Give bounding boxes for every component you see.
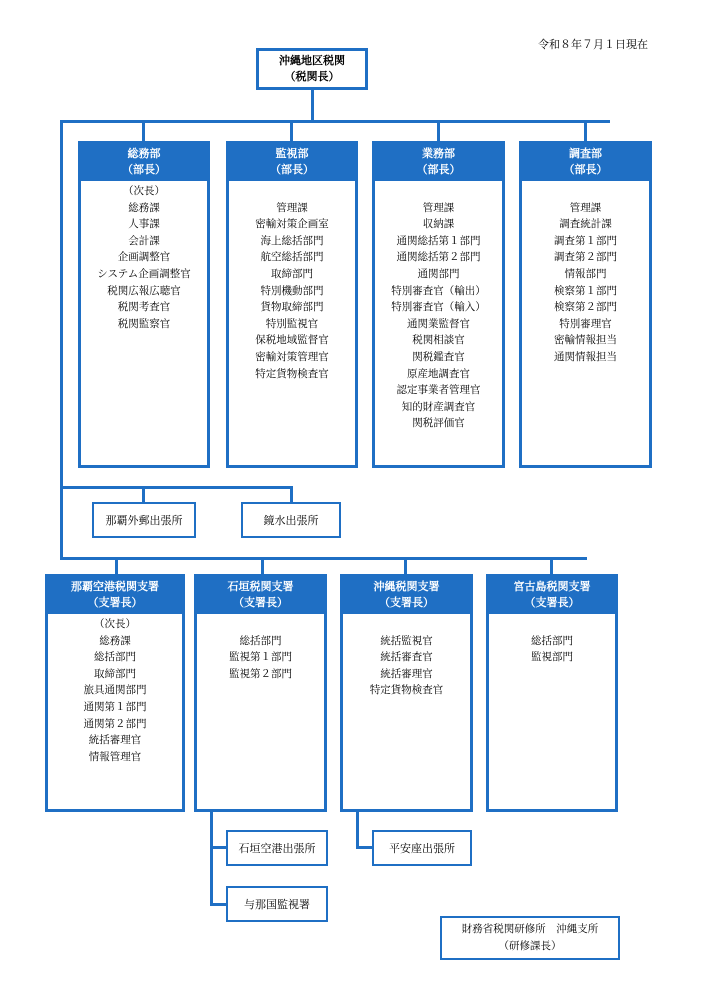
branch-head: （支署長） [379, 596, 434, 609]
list-item: 通関部門 [417, 267, 460, 280]
list-item: 情報部門 [564, 267, 607, 280]
list-item: 認定事業者管理官 [396, 384, 481, 397]
connector-ishigaki-sub2 [210, 903, 226, 906]
connector-main-vertical [60, 120, 63, 560]
list-item: 総括部門 [531, 634, 573, 647]
branch-naha-airport [45, 574, 185, 812]
training-name: 財務省税関研修所 沖縄支所 [461, 923, 599, 935]
list-item: （次長） [94, 618, 136, 630]
list-item: 総括部門 [94, 651, 136, 664]
list-item: 管理課 [422, 201, 455, 214]
list-item: 情報管理官 [88, 750, 142, 763]
list-item: 検察第２部門 [554, 301, 617, 314]
department-operations [372, 141, 505, 468]
office-name: 那覇外郵出張所 [105, 514, 183, 527]
connector-dept1 [142, 120, 145, 142]
list-item: 総括部門 [239, 634, 282, 647]
list-item: 密輸対策企画室 [255, 218, 329, 231]
branch-header [489, 577, 615, 614]
list-item [343, 616, 470, 633]
department-header [229, 144, 355, 181]
connector-branch3 [404, 557, 407, 575]
list-item: 総務課 [99, 634, 131, 647]
department-head: （部長） [122, 163, 166, 176]
list-item [375, 183, 502, 200]
connector-office2 [290, 486, 293, 502]
list-item: 通関情報担当 [554, 350, 617, 363]
branch-header [48, 577, 182, 614]
list-item: 調査統計課 [559, 218, 612, 231]
department-header [522, 144, 649, 181]
list-item: 特別審査官（輸出） [391, 284, 486, 297]
list-item: 関税評価官 [412, 417, 465, 430]
department-name: 業務部 [422, 147, 455, 160]
connector-branch2 [261, 557, 264, 575]
branch-name: 沖縄税関支署 [373, 580, 440, 593]
department-header [81, 144, 207, 181]
connector-okinawa-sub1 [356, 846, 372, 849]
list-item: 保税地域監督官 [255, 334, 329, 347]
department-head: （部長） [270, 163, 314, 176]
list-item: 旅具通関部門 [83, 684, 147, 697]
list-item: 統括審理官 [88, 734, 142, 747]
list-item: 特定貨物検査官 [369, 684, 444, 697]
list-item: 会計課 [128, 234, 160, 247]
connector-office-bus [60, 486, 293, 489]
list-item: 税関考査官 [117, 301, 171, 314]
list-item [229, 183, 355, 200]
connector-dept4 [584, 120, 587, 142]
office-name: 石垣空港出張所 [238, 842, 316, 855]
department-surveillance [226, 141, 358, 468]
list-item: 密輸情報担当 [554, 334, 617, 347]
connector-branch-bus [60, 557, 587, 560]
list-item: （次長） [123, 185, 165, 197]
list-item: システム企画調整官 [97, 267, 191, 280]
connector-dept2 [290, 120, 293, 142]
department-general-affairs [78, 141, 210, 468]
branch-head: （支署長） [524, 596, 580, 609]
branch-name: 石垣税関支署 [227, 580, 294, 593]
list-item: 貨物取締部門 [260, 301, 324, 314]
list-item: 通関第１部門 [83, 700, 147, 713]
office-name: 鏡水出張所 [263, 514, 319, 527]
list-item: 監視第２部門 [229, 667, 292, 680]
connector-okinawa-down [356, 810, 359, 849]
list-item: 税関広報広聴官 [107, 284, 181, 297]
list-item: 取締部門 [271, 267, 313, 280]
list-item: 海上総括部門 [260, 234, 324, 247]
branch-name: 宮古島税関支署 [513, 580, 591, 593]
list-item [197, 616, 324, 633]
connector-branch4 [550, 557, 553, 575]
connector-ishigaki-down [210, 810, 213, 906]
office-yonaguni [226, 886, 328, 922]
branch-header [197, 577, 324, 614]
list-item: 統括監視官 [380, 634, 433, 647]
list-item: 監視第１部門 [229, 651, 292, 664]
branch-name: 那覇空港税関支署 [71, 580, 159, 593]
office-name: 与那国監視署 [244, 898, 310, 911]
list-item: 税関相談官 [412, 334, 465, 347]
list-item [489, 616, 615, 633]
office-naha-foreign-mail [92, 502, 196, 538]
list-item: 税関監察官 [117, 317, 171, 330]
list-item: 特別機動部門 [260, 284, 324, 297]
list-item: 収納課 [422, 218, 455, 231]
list-item: 統括審理官 [380, 667, 433, 680]
training-head: （研修課長） [498, 940, 562, 952]
list-item: 調査第２部門 [554, 251, 617, 264]
list-item: 管理課 [569, 201, 602, 214]
branch-ishigaki [194, 574, 327, 812]
department-header [375, 144, 502, 181]
list-item: 人事課 [128, 218, 160, 231]
list-item: 特別審査官（輸入） [391, 301, 486, 314]
department-name: 監視部 [275, 147, 309, 160]
training-institute-okinawa [440, 916, 620, 960]
list-item: 調査第１部門 [554, 234, 617, 247]
office-kyozui [241, 502, 341, 538]
connector-office1 [142, 486, 145, 502]
department-head: （部長） [416, 163, 461, 176]
branch-header [343, 577, 470, 614]
list-item: 管理課 [276, 201, 308, 214]
list-item: 特定貨物検査官 [255, 367, 329, 380]
root-name: 沖縄地区税関 [279, 54, 345, 67]
list-item [522, 183, 649, 200]
list-item: 関税鑑査官 [412, 350, 465, 363]
department-head: （部長） [563, 163, 608, 176]
list-item: 特別監視官 [265, 317, 319, 330]
branch-miyakojima [486, 574, 618, 812]
office-name: 平安座出張所 [389, 842, 455, 855]
list-item: 統括審査官 [380, 651, 433, 664]
list-item: 企画調整官 [117, 251, 171, 264]
list-item: 通関総括第２部門 [396, 251, 481, 264]
list-item: 取締部門 [94, 667, 136, 680]
department-name: 総務部 [127, 147, 161, 160]
connector-ishigaki-sub1 [210, 846, 226, 849]
list-item: 通関第２部門 [83, 717, 147, 730]
list-item: 航空総括部門 [260, 251, 324, 264]
department-investigation [519, 141, 652, 468]
office-henza [372, 830, 472, 866]
office-ishigaki-airport [226, 830, 328, 866]
list-item: 監視部門 [531, 651, 573, 664]
branch-okinawa [340, 574, 473, 812]
list-item: 特別審理官 [559, 317, 612, 330]
list-item: 原産地調査官 [407, 367, 470, 380]
department-name: 調査部 [569, 147, 602, 160]
list-item: 通関業監督官 [407, 317, 470, 330]
connector-root-down [311, 90, 314, 122]
list-item: 総務課 [128, 201, 160, 214]
list-item: 知的財産調査官 [401, 400, 476, 413]
connector-dept3 [437, 120, 440, 142]
root-head: （税関長） [284, 70, 340, 83]
branch-head: （支署長） [87, 596, 143, 609]
list-item: 通関総括第１部門 [396, 234, 481, 247]
list-item: 検察第１部門 [554, 284, 617, 297]
branch-head: （支署長） [233, 596, 288, 609]
root-customs-office [256, 48, 368, 90]
connector-branch1 [115, 557, 118, 575]
as-of-date: 令和８年７月１日現在 [538, 38, 648, 51]
list-item: 密輸対策管理官 [255, 350, 329, 363]
